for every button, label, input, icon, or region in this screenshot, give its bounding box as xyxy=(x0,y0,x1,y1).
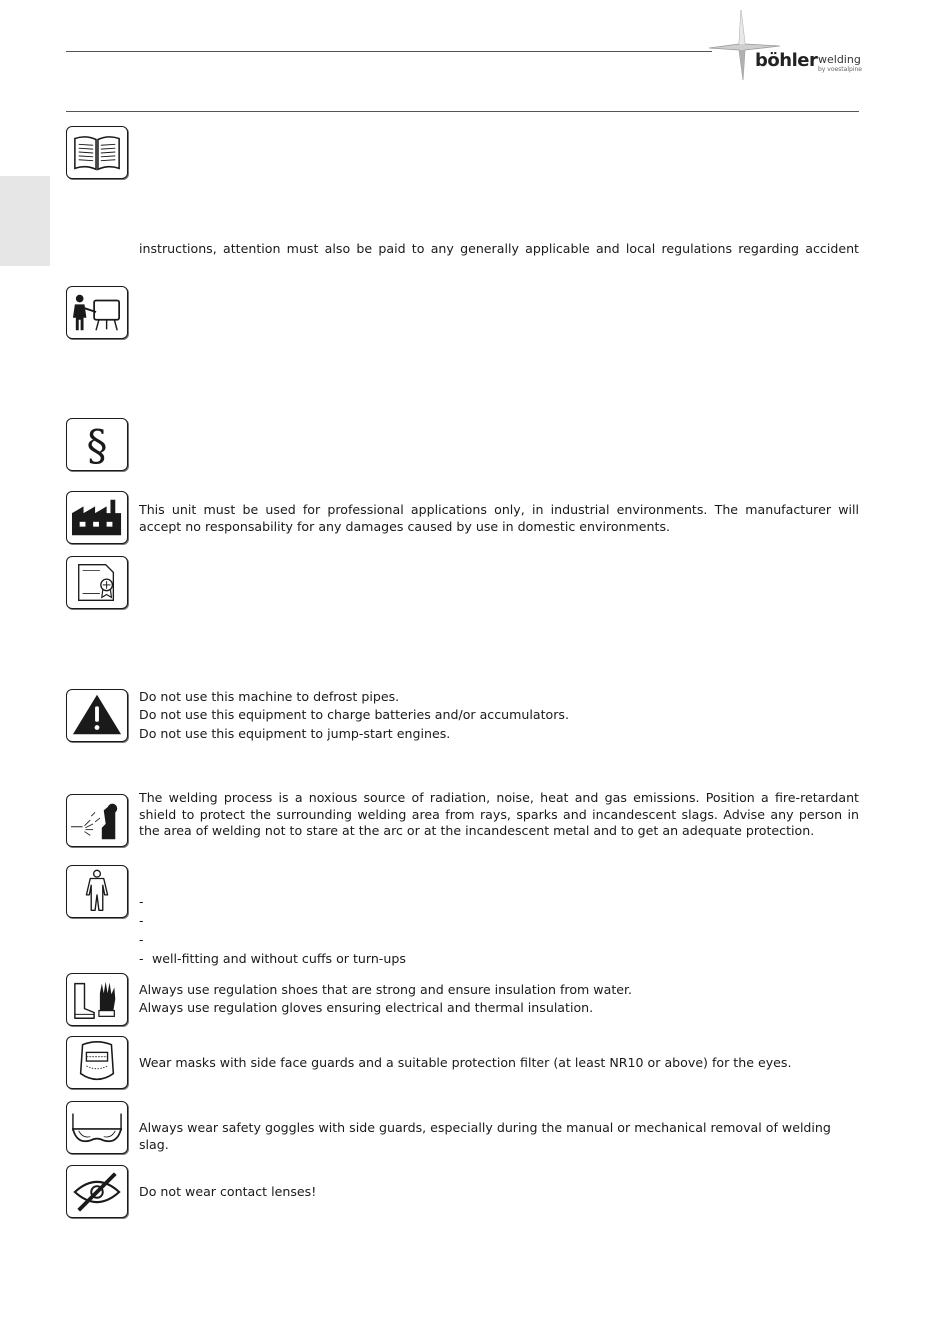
training-presenter-icon xyxy=(66,286,128,339)
warning-line-2: Do not use this equipment to charge batteries and/or accumulators. xyxy=(139,707,569,722)
goggles-text: Always wear safety goggles with side guards, especially during the manual or mechanical removal of welding slag. xyxy=(139,1120,831,1152)
warning-line-3: Do not use this equipment to jump-start engines. xyxy=(139,726,451,741)
clothing-dash-1: - xyxy=(139,894,144,909)
manual-text: instructions, attention must also be paid to any generally applicable and local regulations regarding accident xyxy=(139,241,859,256)
boots-gloves-icon xyxy=(66,973,128,1026)
logo-brand-tiny: by voestalpine xyxy=(818,66,862,73)
paragraph-law-icon xyxy=(66,418,128,471)
protective-suit-icon xyxy=(66,865,128,918)
header-bottom-rule xyxy=(66,111,859,112)
paragraph-symbol: § xyxy=(86,421,108,470)
logo-brand-main: böhler xyxy=(755,50,818,71)
welding-process-text: The welding process is a noxious source of radiation, noise, heat and gas emissions. Position a fire-retardant shield to protect the surrounding welding area from rays, sparks and incandescent slags. Advise any person in the area of welding not to stare at the arc or at the incandescent metal and to get an adequate protection. xyxy=(139,790,859,838)
welding-mask-icon xyxy=(66,1036,128,1089)
language-side-tab xyxy=(0,176,50,266)
clothing-dash-3: - xyxy=(139,932,144,947)
shoes-line: Always use regulation shoes that are strong and ensure insulation from water. xyxy=(139,982,633,997)
clothing-last-item: well-fitting and without cuffs or turn-ups xyxy=(152,951,406,966)
manual-book-icon xyxy=(66,126,128,179)
header-top-rule xyxy=(66,51,712,52)
warning-triangle-icon xyxy=(66,689,128,742)
welder-shield-icon xyxy=(66,794,128,847)
lenses-text: Do not wear contact lenses! xyxy=(139,1184,317,1199)
gloves-line: Always use regulation gloves ensuring electrical and thermal insulation. xyxy=(139,1000,594,1015)
logo-brand-sub: welding xyxy=(818,53,861,66)
clothing-dash-2: - xyxy=(139,913,144,928)
certificate-document-icon xyxy=(66,556,128,609)
industrial-use-text: This unit must be used for professional applications only, in industrial environments. The manufacturer will accept no responsability for any damages caused by use in domestic environments. xyxy=(139,502,859,534)
factory-icon xyxy=(66,491,128,544)
clothing-dash-4: - xyxy=(139,951,144,966)
warning-line-1: Do not use this machine to defrost pipes. xyxy=(139,689,400,704)
mask-text: Wear masks with side face guards and a suitable protection filter (at least NR10 or above) for the eyes. xyxy=(139,1055,792,1070)
safety-goggles-icon xyxy=(66,1101,128,1154)
star-logo-icon xyxy=(705,8,785,88)
bohler-welding-logo xyxy=(705,8,870,88)
no-contact-lenses-icon xyxy=(66,1165,128,1218)
